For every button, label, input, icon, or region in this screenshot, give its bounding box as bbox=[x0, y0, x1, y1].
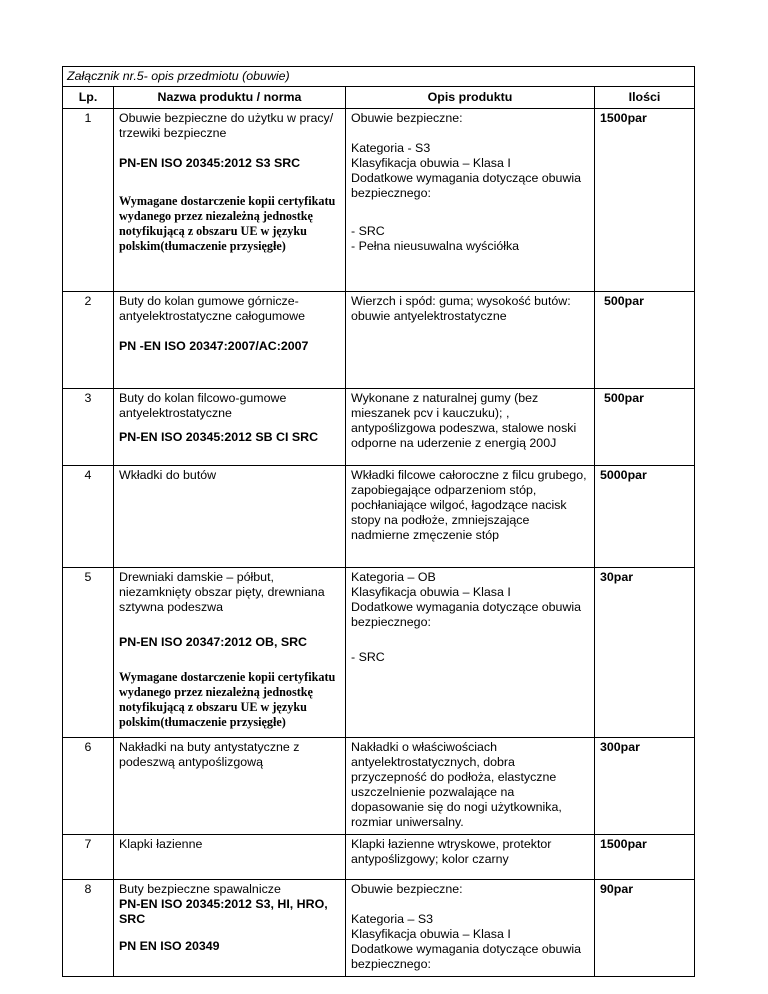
product-name: Buty do kolan gumowe górnicze-antyelektrostatyczne całogumowe bbox=[119, 294, 305, 323]
table-title-row bbox=[63, 67, 695, 87]
product-norm: PN -EN ISO 20347:2007/AC:2007 bbox=[119, 339, 309, 353]
product-name: Buty do kolan filcowo-gumowe antyelektrostatyczne bbox=[119, 391, 287, 420]
product-name: Klapki łazienne bbox=[114, 835, 346, 880]
row-desc-cell bbox=[346, 835, 595, 880]
desc-line: Wkładki filcowe całoroczne z filcu grubego, zapobiegające odparzeniom stóp, pochłaniające wilgoć, łagodzące nacisk stopy na podłoże, zmniejszające nadmierne zmęczenie stóp bbox=[351, 468, 587, 542]
desc-line: - SRC bbox=[351, 650, 385, 664]
table-row bbox=[63, 389, 695, 466]
row-desc-cell bbox=[346, 738, 595, 835]
desc-line: Obuwie bezpieczne: bbox=[351, 111, 463, 125]
row-lp: 2 bbox=[63, 292, 114, 389]
row-desc-cell bbox=[346, 568, 595, 738]
product-norm: PN-EN ISO 20347:2012 OB, SRC bbox=[119, 635, 308, 649]
row-name-cell bbox=[114, 568, 346, 738]
desc-line: Dodatkowe wymagania dotyczące obuwia bezpiecznego: bbox=[351, 942, 582, 971]
row-qty: 1500par bbox=[595, 109, 695, 292]
row-qty: 5000par bbox=[595, 466, 695, 568]
products-table bbox=[62, 66, 695, 977]
table-row bbox=[63, 292, 695, 389]
desc-line: Dodatkowe wymagania dotyczące obuwia bezpiecznego: bbox=[351, 600, 582, 629]
desc-line: Wierzch i spód: guma; wysokość butów: obuwie antyelektrostatyczne bbox=[351, 294, 571, 323]
desc-line: Kategoria - S3 bbox=[351, 141, 431, 155]
row-lp: 3 bbox=[63, 389, 114, 466]
row-lp: 6 bbox=[63, 738, 114, 835]
row-qty: 1500par bbox=[595, 835, 695, 880]
desc-line: Nakładki o właściwościach antyelektrostatycznych, dobra przyczepność do podłoża, elastyczne uszczelnienie pozwalające na dopasowanie się do nogi użytkownika, rozmiar uniwersalny. bbox=[351, 740, 562, 829]
row-desc-cell bbox=[346, 466, 595, 568]
row-qty: 90par bbox=[595, 880, 695, 977]
product-norm: PN-EN ISO 20345:2012 S3 SRC bbox=[119, 156, 301, 170]
desc-line: Dodatkowe wymagania dotyczące obuwia bezpiecznego: bbox=[351, 171, 582, 200]
desc-line: - SRC bbox=[351, 224, 385, 238]
row-lp: 8 bbox=[63, 880, 114, 977]
row-lp: 1 bbox=[63, 109, 114, 292]
header-lp: Lp. bbox=[63, 87, 114, 109]
desc-line: Wykonane z naturalnej gumy (bez mieszanek pcv i kauczuku); , antypoślizgowa podeszwa, stalowe noski odporne na uderzenie z energią 200J bbox=[351, 391, 577, 450]
desc-line: Klasyfikacja obuwia – Klasa I bbox=[351, 156, 511, 170]
product-name: Drewniaki damskie – półbut, niezamknięty obszar pięty, drewniana sztywna podeszwa bbox=[119, 570, 325, 614]
desc-line: Kategoria – OB bbox=[351, 570, 436, 584]
table-row bbox=[63, 835, 695, 880]
desc-line: Klasyfikacja obuwia – Klasa I bbox=[351, 585, 511, 599]
row-name-cell bbox=[114, 389, 346, 466]
product-name: Nakładki na buty antystatyczne z podeszwą antypoślizgową bbox=[114, 738, 346, 835]
row-name-cell bbox=[114, 880, 346, 977]
table-header-row bbox=[63, 87, 695, 109]
row-desc-cell bbox=[346, 109, 595, 292]
product-name: Wkładki do butów bbox=[114, 466, 346, 568]
row-lp: 7 bbox=[63, 835, 114, 880]
row-name-cell bbox=[114, 292, 346, 389]
desc-line: Klapki łazienne wtryskowe, protektor antypoślizgowy; kolor czarny bbox=[351, 837, 552, 866]
header-qty: Ilości bbox=[595, 87, 695, 109]
row-lp: 5 bbox=[63, 568, 114, 738]
row-lp: 4 bbox=[63, 466, 114, 568]
desc-line: Obuwie bezpieczne: bbox=[351, 882, 463, 896]
row-name-cell bbox=[114, 109, 346, 292]
row-qty: 30par bbox=[595, 568, 695, 738]
product-name: Buty bezpieczne spawalnicze bbox=[119, 882, 281, 896]
product-name: Obuwie bezpieczne do użytku w pracy/ trzewiki bezpieczne bbox=[119, 111, 334, 140]
table-row bbox=[63, 109, 695, 292]
desc-line: Klasyfikacja obuwia – Klasa I bbox=[351, 927, 511, 941]
row-qty: 500par bbox=[595, 292, 695, 389]
row-desc-cell bbox=[346, 292, 595, 389]
certificate-note: Wymagane dostarczenie kopii certyfikatu wydanego przez niezależną jednostkę notyfikującą z obszaru UE w języku polskim(tłumaczenie przysięgłe) bbox=[119, 194, 336, 253]
header-desc: Opis produktu bbox=[346, 87, 595, 109]
table-row bbox=[63, 466, 695, 568]
product-norm: PN-EN ISO 20345:2012 S3, HI, HRO, SRC bbox=[119, 897, 328, 926]
row-qty: 300par bbox=[595, 738, 695, 835]
table-row bbox=[63, 568, 695, 738]
certificate-note: Wymagane dostarczenie kopii certyfikatu wydanego przez niezależną jednostkę notyfikującą z obszaru UE w języku polskim(tłumaczenie przysięgłe) bbox=[119, 670, 336, 729]
table-row bbox=[63, 738, 695, 835]
header-name: Nazwa produktu / norma bbox=[114, 87, 346, 109]
product-norm-2: PN EN ISO 20349 bbox=[119, 939, 220, 953]
desc-line: - Pełna nieusuwalna wyściółka bbox=[351, 239, 520, 253]
row-desc-cell bbox=[346, 880, 595, 977]
desc-line: Kategoria – S3 bbox=[351, 912, 433, 926]
table-title: Załącznik nr.5- opis przedmiotu (obuwie) bbox=[63, 67, 695, 87]
product-norm: PN-EN ISO 20345:2012 SB CI SRC bbox=[119, 430, 319, 444]
row-desc-cell bbox=[346, 389, 595, 466]
table-row bbox=[63, 880, 695, 977]
row-qty: 500par bbox=[595, 389, 695, 466]
